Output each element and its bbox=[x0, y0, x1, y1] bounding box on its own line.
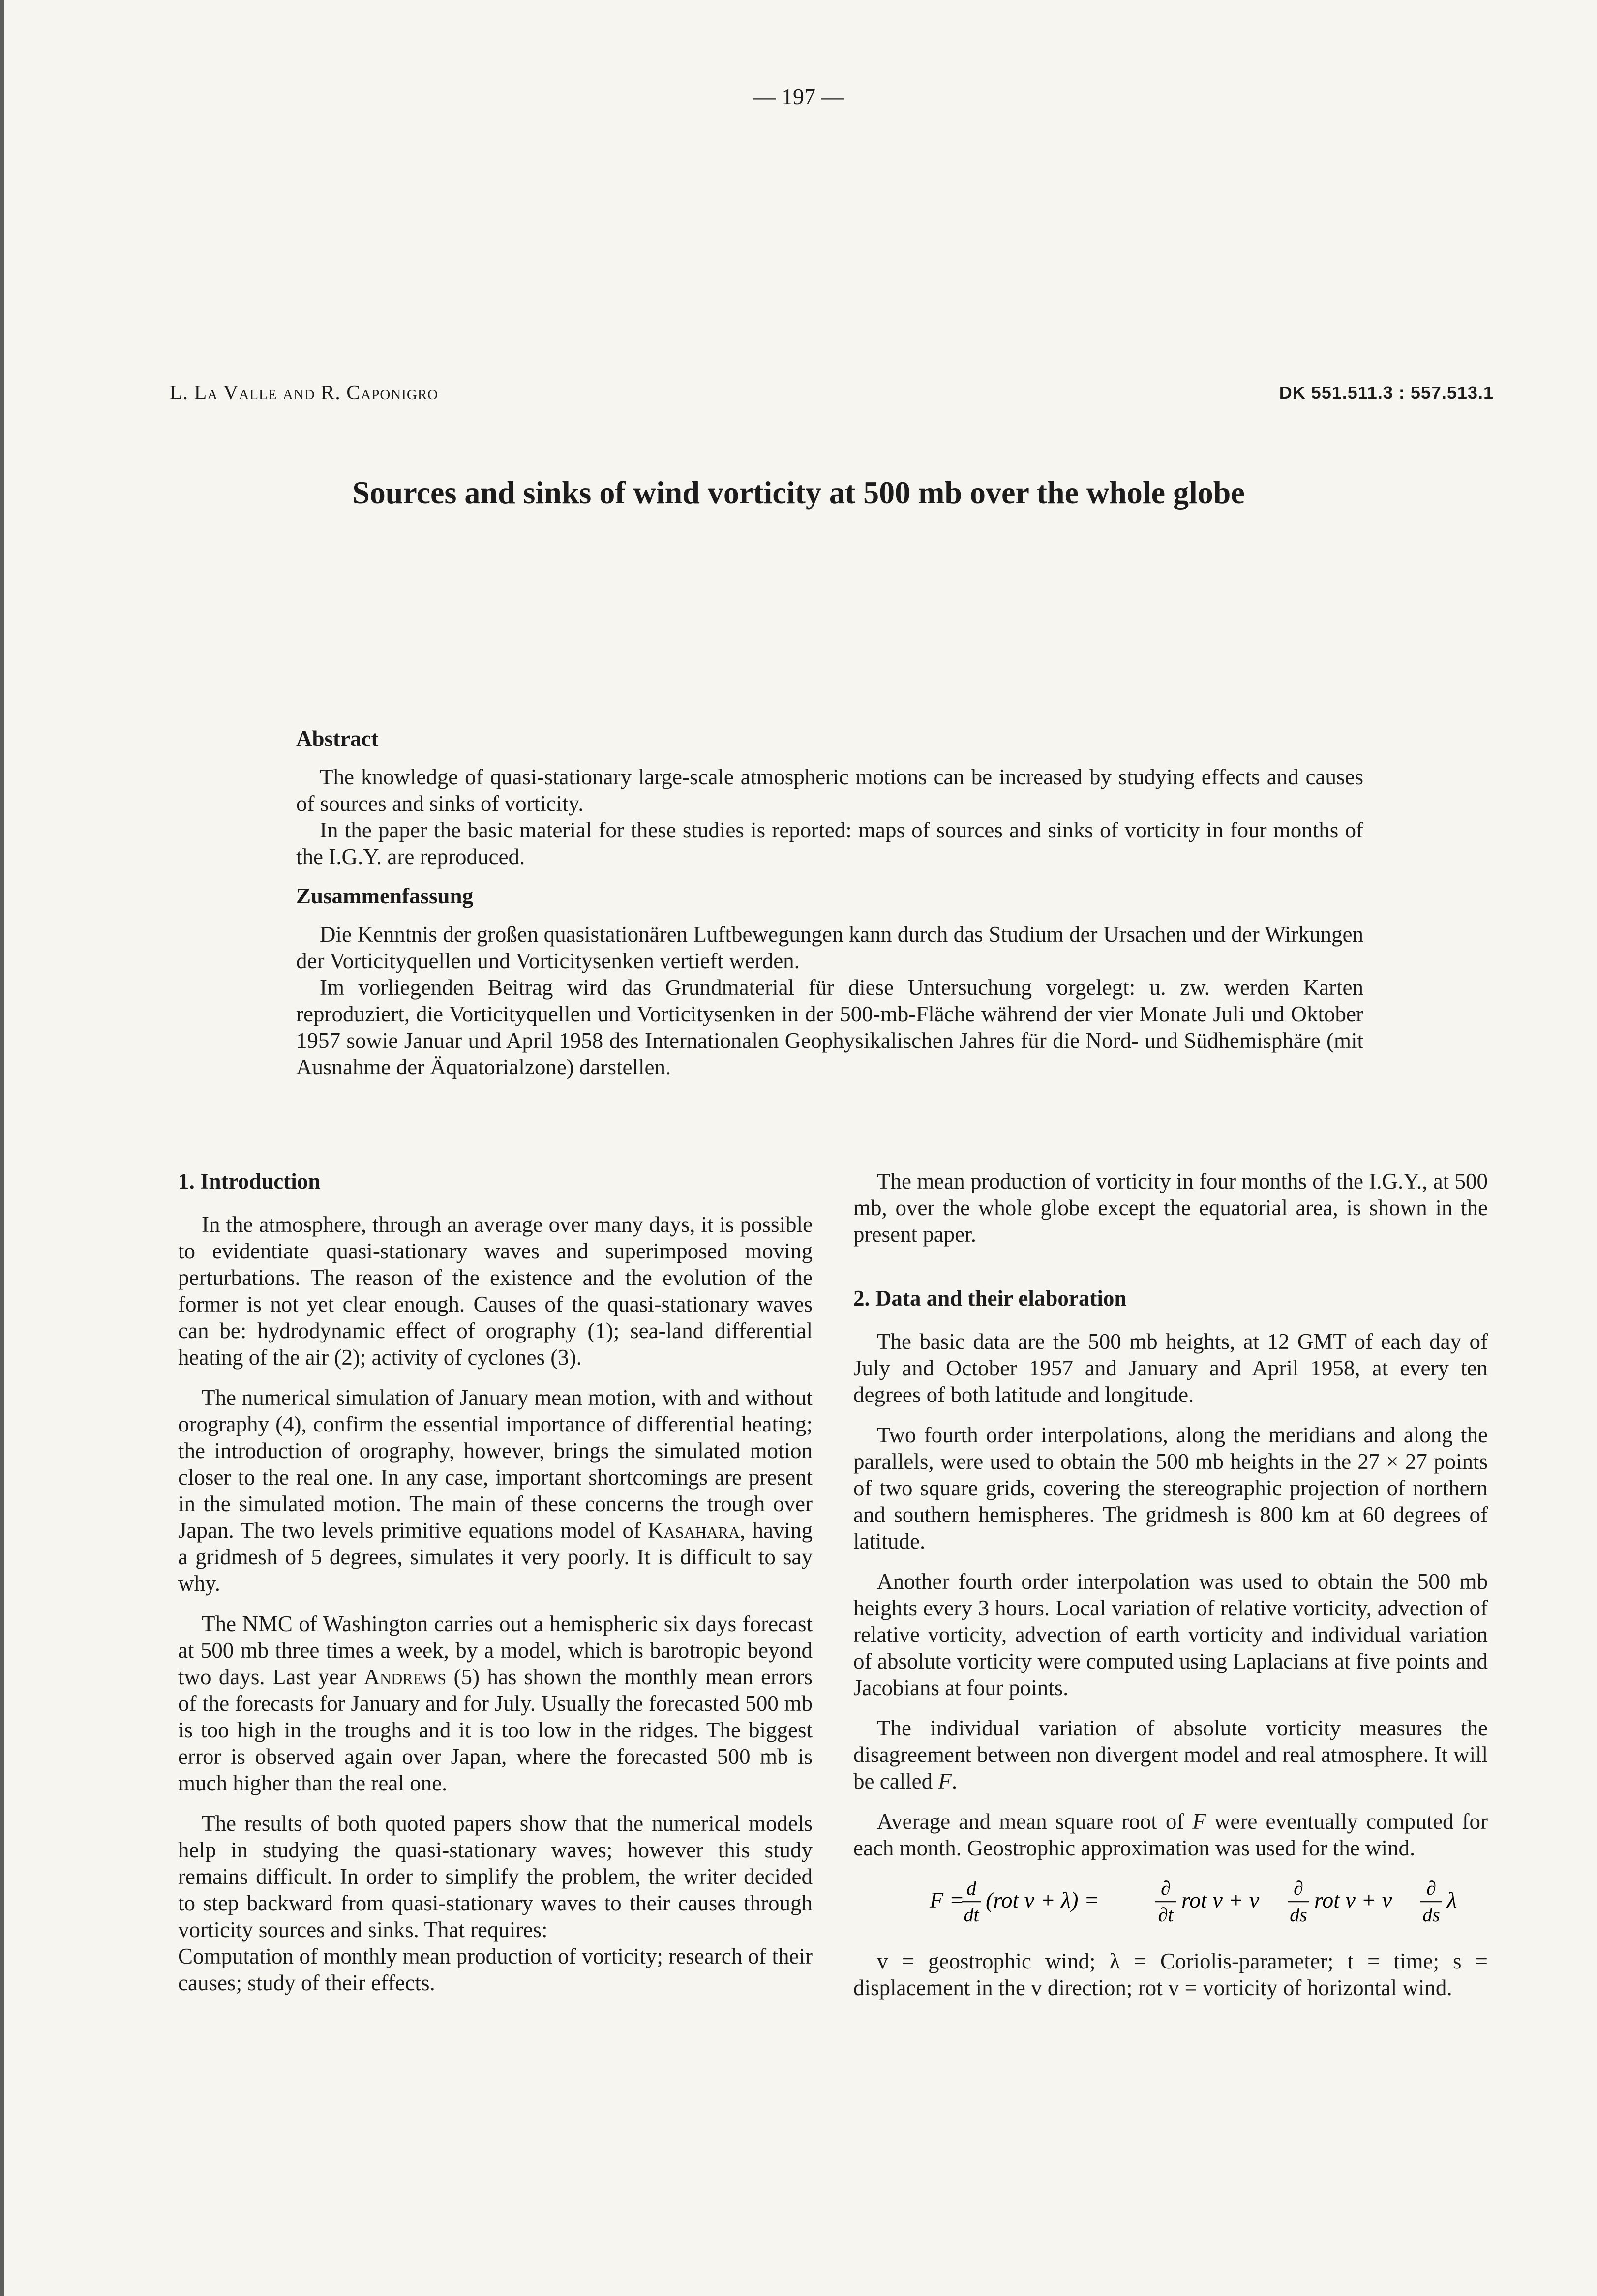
authors bbox=[170, 381, 438, 405]
eq-pdt: ∂t bbox=[1158, 1904, 1174, 1926]
eq-partial: ∂ bbox=[1161, 1877, 1171, 1899]
eq-term3: rot v + v bbox=[1314, 1887, 1392, 1912]
authors-text: L. La Valle and R. Caponigro bbox=[170, 382, 439, 404]
left-column bbox=[178, 1168, 813, 2010]
zusammenfassung-paragraph: Im vorliegenden Beitrag wird das Grundmaterial für diese Untersuchung vorgelegt: u. zw. werden Karten reproduziert, die Vorticityquellen und Vorticitysenken in der 500-mb-Fläche während der vier Monate Juli und Oktober 1957 sowie Januar und April 1958 des Internationalen Geophysikalischen Jahres für die Nord- und Südhemisphäre (mit Ausnahme der Äquatorialzone) darstellen. bbox=[296, 975, 1363, 1079]
section-heading-introduction: 1. Introduction bbox=[178, 1169, 321, 1193]
variable-f: F bbox=[938, 1769, 952, 1793]
abstract-block bbox=[296, 725, 1363, 1080]
eq-lhs: F = bbox=[930, 1887, 964, 1912]
body-paragraph: The numerical simulation of January mean motion, with and without orography (4), confirm the essential importance of differential heating; the introduction of orography, however, brings the simulated motion closer to the real one. In any case, important shortcomings are present in the simulated motion. The main of these concerns the trough over Japan. The two levels primitive equations model of Kasahara, having a gridmesh of 5 degrees, simulates it very poorly. It is difficult to say why. bbox=[178, 1385, 813, 1596]
page-binding-edge bbox=[0, 0, 4, 2296]
page-number: — 197 — bbox=[753, 84, 844, 109]
abstract-paragraph: The knowledge of quasi-stationary large-scale atmospheric motions can be increased by studying effects and causes of sources and sinks of vorticity. bbox=[296, 765, 1363, 816]
abstract-heading: Abstract bbox=[296, 726, 379, 751]
eq-partial: ∂ bbox=[1294, 1877, 1303, 1899]
equation-svg bbox=[866, 1875, 1476, 1929]
symbol-definitions: v = geostrophic wind; λ = Coriolis-parameter; t = time; s = displacement in the v direction; rot v = vorticity of horizontal wind. bbox=[853, 1949, 1488, 2000]
eq-d: d bbox=[966, 1877, 976, 1899]
body-paragraph: Average and mean square root of F were eventually computed for each month. Geostrophic approximation was used for the wind. bbox=[853, 1809, 1488, 1860]
body-paragraph: Another fourth order interpolation was used to obtain the 500 mb heights every 3 hours. Local variation of relative vorticity, advection of relative vorticity, advection of earth vorticity and individual variation of absolute vorticity were computed using Laplacians at five points and Jacobians at four points. bbox=[853, 1569, 1488, 1700]
body-paragraph: Computation of monthly mean production of vorticity; research of their causes; study of their effects. bbox=[178, 1944, 813, 1995]
body-paragraph: The results of both quoted papers show that the numerical models help in studying the quasi-stationary waves; however this study remains difficult. In order to simplify the problem, the writer decided to step backward from quasi-stationary waves to their causes through vorticity sources and sinks. That requires: bbox=[178, 1811, 813, 1942]
eq-dt: dt bbox=[964, 1904, 979, 1926]
body-paragraph: In the atmosphere, through an average over many days, it is possible to evidentiate quasi-stationary waves and superimposed moving perturbations. The reason of the existence and the evolution of the former is not yet clear enough. Causes of the quasi-stationary waves can be: hydrodynamic effect of orography (1); sea-land differential heating of the air (2); activity of cyclones (3). bbox=[178, 1212, 813, 1370]
eq-pds: ds bbox=[1290, 1904, 1307, 1926]
eq-partial: ∂ bbox=[1426, 1877, 1436, 1899]
zusammenfassung-heading: Zusammenfassung bbox=[296, 884, 474, 908]
body-paragraph: The mean production of vorticity in four months of the I.G.Y., at 500 mb, over the whole globe except the equatorial area, is shown in the present paper. bbox=[853, 1169, 1488, 1247]
right-column bbox=[853, 1168, 1488, 2015]
variable-f: F bbox=[1192, 1809, 1206, 1834]
body-paragraph: The individual variation of absolute vorticity measures the disagreement between non divergent model and real atmosphere. It will be called F. bbox=[853, 1716, 1488, 1793]
cited-author: Andrews bbox=[363, 1665, 447, 1689]
eq-term2: rot v + v bbox=[1181, 1887, 1260, 1912]
paper-title: Sources and sinks of wind vorticity at 500 mb over the whole globe bbox=[352, 475, 1245, 510]
eq-term4: λ bbox=[1447, 1887, 1457, 1912]
abstract-paragraph: In the paper the basic material for these studies is reported: maps of sources and sinks of vorticity in four months of the I.G.Y. are reproduced. bbox=[296, 818, 1363, 869]
vorticity-equation bbox=[853, 1875, 1488, 1935]
body-paragraph: The NMC of Washington carries out a hemispheric six days forecast at 500 mb three times a week, by a model, which is barotropic beyond two days. Last year Andrews (5) has shown the monthly mean errors of the forecasts for January and for July. Usually the forecasted 500 mb is too high in the troughs and it is too low in the ridges. The biggest error is observed again over Japan, where the forecasted 500 mb is much higher than the real one. bbox=[178, 1611, 813, 1795]
cited-author: Kasahara bbox=[648, 1518, 740, 1543]
eq-pds: ds bbox=[1422, 1904, 1440, 1926]
body-paragraph: Two fourth order interpolations, along the meridians and along the parallels, were used to obtain the 500 mb heights in the 27 × 27 points of two square grids, covering the stereographic projection of northern and southern hemispheres. The gridmesh is 800 km at 60 degrees of latitude. bbox=[853, 1423, 1488, 1553]
body-paragraph: The basic data are the 500 mb heights, at 12 GMT of each day of July and October 1957 and January and April 1958, at every ten degrees of both latitude and longitude. bbox=[853, 1329, 1488, 1407]
dk-classification: DK 551.511.3 : 557.513.1 bbox=[1279, 383, 1494, 403]
section-heading-data: 2. Data and their elaboration bbox=[853, 1286, 1127, 1311]
zusammenfassung-paragraph: Die Kenntnis der großen quasistationären Luftbewegungen kann durch das Studium der Ursachen und der Wirkungen der Vorticityquellen und Vorticitysenken vertieft werden. bbox=[296, 922, 1363, 973]
eq-term1: (rot v + λ) = bbox=[986, 1887, 1100, 1912]
